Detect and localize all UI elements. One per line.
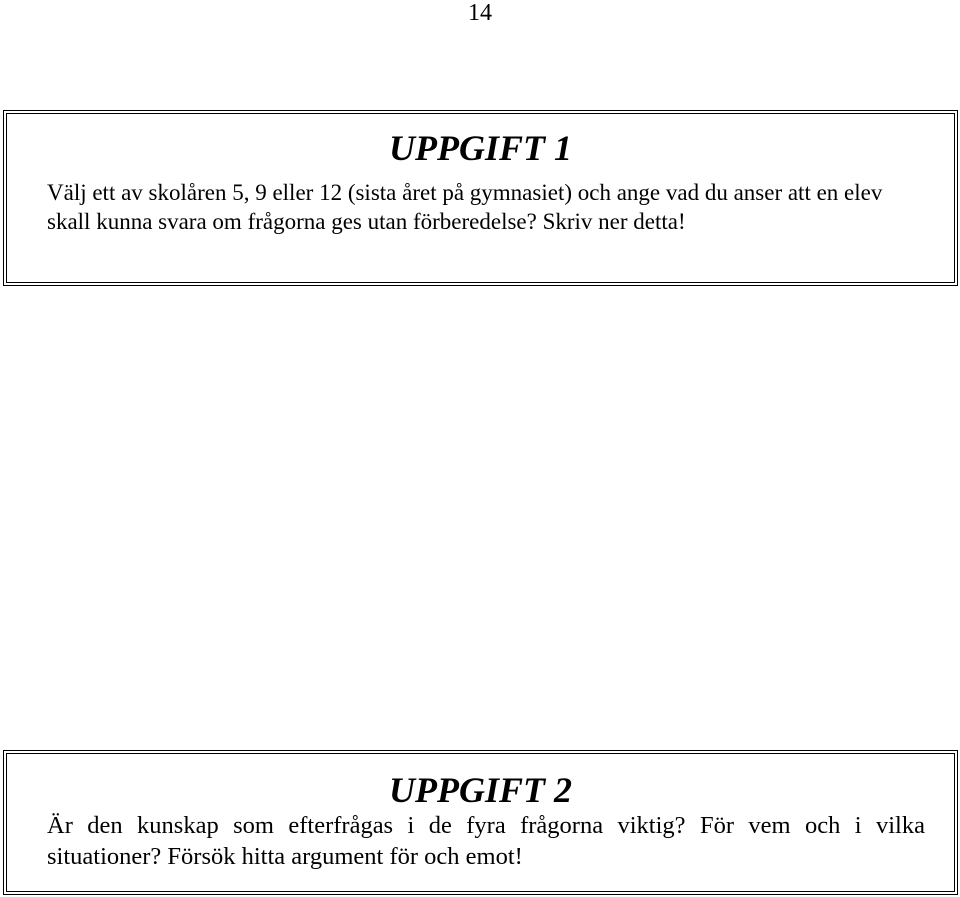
task-title-2: UPPGIFT 2 xyxy=(389,770,572,810)
task-text-1: Välj ett av skolåren 5, 9 eller 12 (sista året på gymnasiet) och ange vad du anser att en elev skall kunna svara om frågorna ges utan förberedelse? Skriv ner detta! xyxy=(47,180,883,234)
page-number: 14 xyxy=(468,0,492,26)
task-title-1: UPPGIFT 1 xyxy=(389,128,572,168)
task-box-1 xyxy=(3,110,958,286)
task-box-2 xyxy=(3,750,958,895)
task-text-2: Är den kunskap som efterfrågas i de fyra frågorna viktig? För vem och i vilka situationer? Försök hitta argument för och emot! xyxy=(47,812,925,870)
